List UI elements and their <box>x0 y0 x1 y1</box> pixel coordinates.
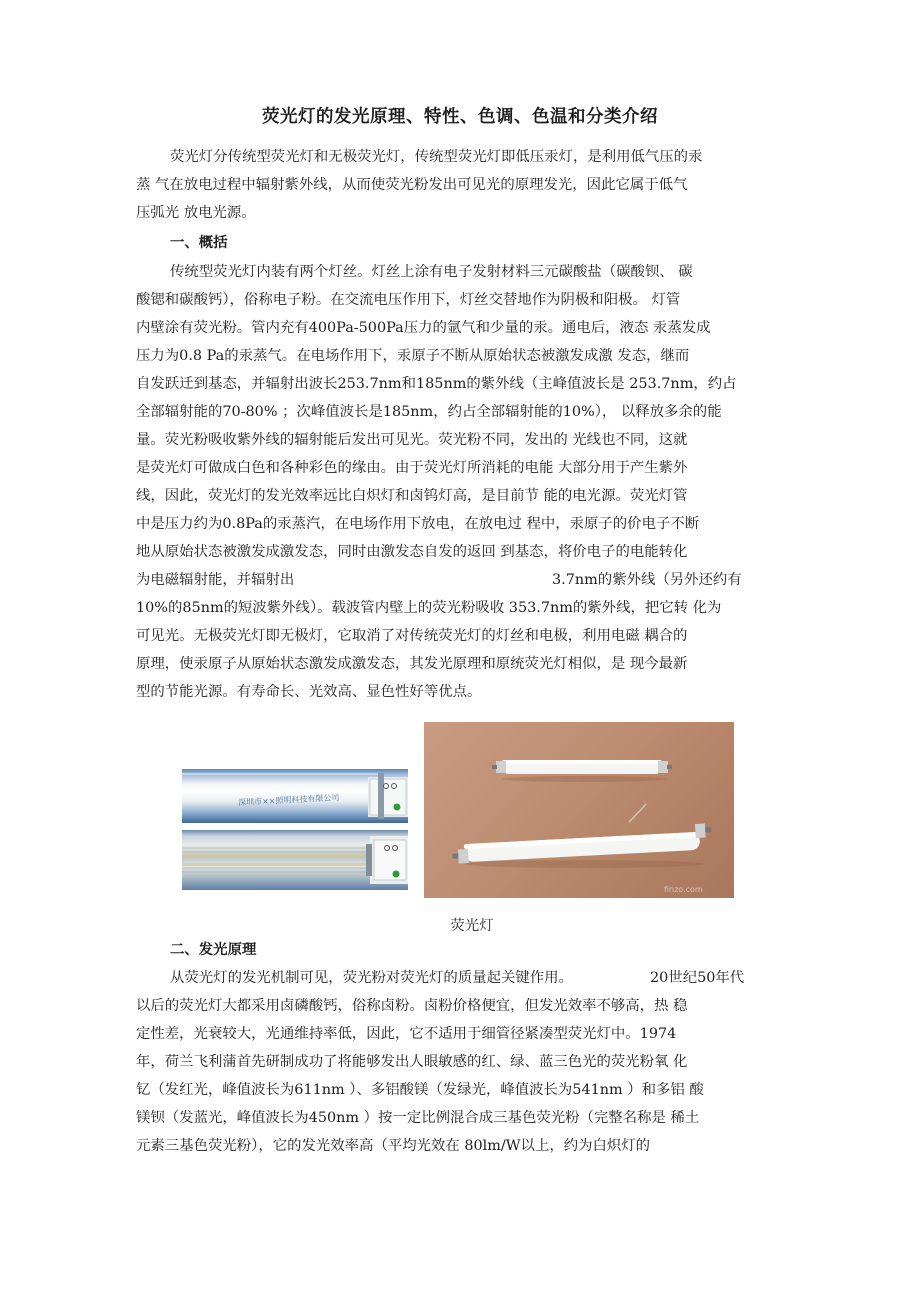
section-heading-principle: 二、发光原理 <box>170 942 257 958</box>
paragraph-line-left: 为电磁辐射能，并辐射出 <box>136 572 295 588</box>
paragraph-line: 10%的85nm的短波紫外线）。载波管内壁上的荧光粉吸收 353.7nm的紫外线，把它转 化为 <box>136 600 722 616</box>
paragraph-line: 全部辐射能的70-80% ；次峰值波长是185nm，约占全部辐射能的10%）， 以释放多余的能 <box>136 404 722 420</box>
paragraph-line: 镁钡（发蓝光，峰值波长为450nm ）按一定比例混合成三基色荧光粉（完整名称是 稀土 <box>136 1110 700 1126</box>
paragraph-line: 线，因此，荧光灯的发光效率远比白炽灯和卤钨灯高，是目前节 能的电光源。荧光灯管 <box>136 488 688 504</box>
paragraph-line-right: 3.7nm的紫外线（另外还约有 <box>552 572 742 588</box>
lamp-photo-top <box>182 769 408 823</box>
paragraph-line: 钇（发红光，峰值波长为611nm ）、多铝酸镁（发绿光，峰值波长为541nm ）和多铝 酸 <box>136 1082 704 1098</box>
paragraph-line: 自发跃迁到基态，并辐射出波长253.7nm和185nm的紫外线（主峰值波长是 253.7nm，约占 <box>136 376 737 392</box>
paragraph-line: 可见光。无极荧光灯即无极灯，它取消了对传统荧光灯的灯丝和电极，利用电磁 耦合的 <box>136 628 688 644</box>
intro-line: 压弧光 放电光源。 <box>136 205 256 221</box>
paragraph-line-right: 20世纪50年代 <box>650 970 745 986</box>
photo-watermark: finzo.com <box>664 885 703 894</box>
paragraph-line: 是荧光灯可做成白色和各种彩色的缘由。由于荧光灯所消耗的电能 大部分用于产生紫外 <box>136 460 688 476</box>
lamp-photo-bottom <box>182 830 408 890</box>
paragraph-line: 地从原始状态被激发成激发态，同时由激发态自发的返回 到基态，将价电子的电能转化 <box>136 544 688 560</box>
paragraph-line-left: 从荧光灯的发光机制可见，荧光粉对荧光灯的质量起关键作用。 <box>170 970 573 986</box>
paragraph-line: 内壁涂有荧光粉。管内充有400Pa-500Pa压力的氩气和少量的汞。通电后，液态 汞蒸发成 <box>136 320 711 336</box>
intro-line: 蒸 气在放电过程中辐射紫外线，从而使荧光粉发出可见光的原理发光，因此它属于低气 <box>136 177 688 193</box>
section-heading-overview: 一、概括 <box>170 235 228 251</box>
fluorescent-tubes-photo <box>424 722 734 898</box>
document-title: 荧光灯的发光原理、特性、色调、色温和分类介绍 <box>262 107 658 127</box>
paragraph-line: 型的节能光源。有寿命长、光效高、显色性好等优点。 <box>136 684 482 700</box>
paragraph-line: 年，荷兰飞利蒲首先研制成功了将能够发出人眼敏感的红、绿、蓝三色光的荧光粉氧 化 <box>136 1054 688 1070</box>
paragraph-line: 压力为0.8 Pa的汞蒸气。在电场作用下，汞原子不断从原始状态被激发成激 发态，继而 <box>136 348 690 364</box>
paragraph-line: 中是压力约为0.8Pa的汞蒸汽，在电场作用下放电，在放电过 程中，汞原子的价电子不断 <box>136 516 700 532</box>
paragraph-line: 传统型荧光灯内装有两个灯丝。灯丝上涂有电子发射材料三元碳酸盐（碳酸钡、 碳 <box>170 264 693 280</box>
paragraph-line: 定性差，光衰较大，光通维持率低，因此，它不适用于细管径紧凑型荧光灯中。1974 <box>136 1026 677 1042</box>
figure-caption: 荧光灯 <box>450 918 494 934</box>
paragraph-line: 以后的荧光灯大都采用卤磷酸钙，俗称卤粉。卤粉价格便宜，但发光效率不够高，热 稳 <box>136 998 688 1014</box>
paragraph-line: 原理，使汞原子从原始状态激发成激发态，其发光原理和原统荧光灯相似，是 现今最新 <box>136 656 688 672</box>
lamp-label: 深圳市××照明科技有限公司 <box>237 792 340 808</box>
paragraph-line: 元素三基色荧光粉），它的发光效率高（平均光效在 80lm/W以上，约为白炽灯的 <box>136 1138 651 1154</box>
paragraph-line: 酸锶和碳酸钙），俗称电子粉。在交流电压作用下，灯丝交替地作为阴极和阳极。 灯管 <box>136 292 681 308</box>
intro-line: 荧光灯分传统型荧光灯和无极荧光灯，传统型荧光灯即低压汞灯，是利用低气压的汞 <box>170 149 703 165</box>
paragraph-line: 量。荧光粉吸收紫外线的辐射能后发出可见光。荧光粉不同，发出的 光线也不同，这就 <box>136 432 688 448</box>
